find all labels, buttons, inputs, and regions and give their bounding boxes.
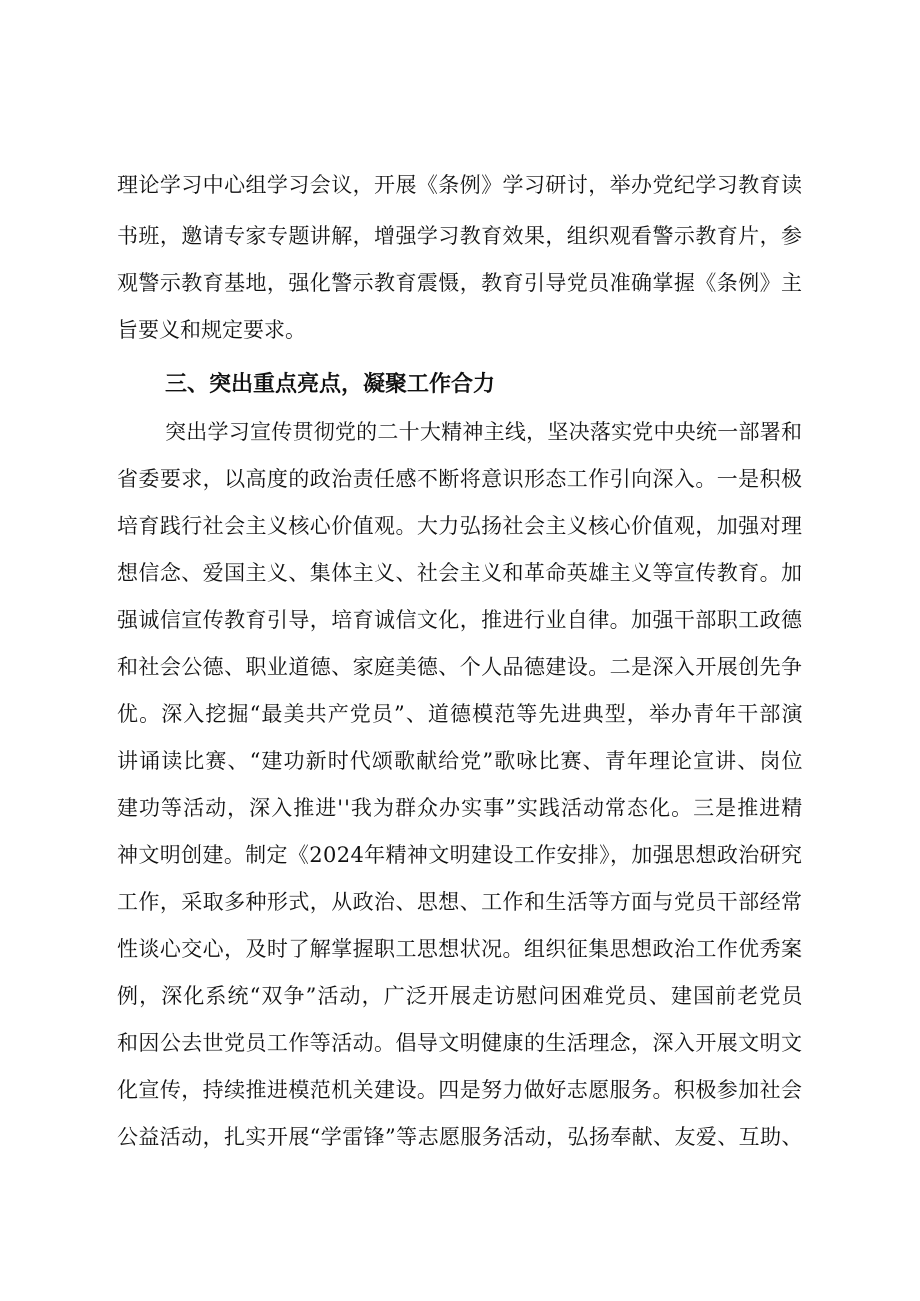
- text-line: 公益活动，扎实开展“学雷锋”等志愿服务活动，弘扬奉献、友爱、互助、: [117, 1125, 803, 1149]
- text-line: 和社会公德、职业道德、家庭美德、个人品德建设。二是深入开展创先争: [117, 655, 803, 679]
- text-line: 性谈心交心，及时了解掌握职工思想状况。组织征集思想政治工作优秀案: [117, 937, 803, 961]
- text-line: 培育践行社会主义核心价值观。大力弘扬社会主义核心价值观，加强对理: [117, 514, 803, 538]
- text-line: 书班，邀请专家专题讲解，增强学习教育效果，组织观看警示教育片，参: [117, 224, 803, 248]
- text-line: 省委要求，以高度的政治责任感不断将意识形态工作引向深入。一是积极: [117, 467, 803, 491]
- text-line: 和因公去世党员工作等活动。倡导文明健康的生活理念，深入开展文明文: [117, 1031, 803, 1055]
- text-line: 观警示教育基地，强化警示教育震慑，教育引导党员准确掌握《条例》主: [117, 271, 803, 295]
- text-line: 优。深入挖掘“最美共产党员”、道德模范等先进典型，举办青年干部演: [117, 702, 804, 726]
- text-line: 工作，采取多种形式，从政治、思想、工作和生活等方面与党员干部经常: [117, 890, 803, 914]
- text-line: 讲诵读比赛、“建功新时代颂歌献给党”歌咏比赛、青年理论宣讲、岗位: [117, 749, 804, 773]
- text-line: 理论学习中心组学习会议，开展《条例》学习研讨，举办党纪学习教育读: [117, 173, 803, 197]
- text-line: 旨要义和规定要求。: [117, 318, 306, 342]
- text-line: 想信念、爱国主义、集体主义、社会主义和革命英雄主义等宣传教育。加: [117, 561, 803, 585]
- text-line: 神文明创建。制定《2024年精神文明建设工作安排》，加强思想政治研究: [117, 843, 803, 867]
- text-line: 化宣传，持续推进模范机关建设。四是努力做好志愿服务。积极参加社会: [117, 1078, 803, 1102]
- text-line: 建功等活动，深入推进''我为群众办实事”实践活动常态化。三是推进精: [117, 796, 804, 820]
- text-line: 强诚信宣传教育引导，培育诚信文化，推进行业自律。加强干部职工政德: [117, 608, 803, 632]
- text-line: 例，深化系统“双争”活动，广泛开展走访慰问困难党员、建国前老党员: [117, 984, 804, 1008]
- section-heading: 三、突出重点亮点，凝聚工作合力: [165, 372, 496, 397]
- text-line: 突出学习宣传贯彻党的二十大精神主线，坚决落实党中央统一部署和: [165, 420, 803, 444]
